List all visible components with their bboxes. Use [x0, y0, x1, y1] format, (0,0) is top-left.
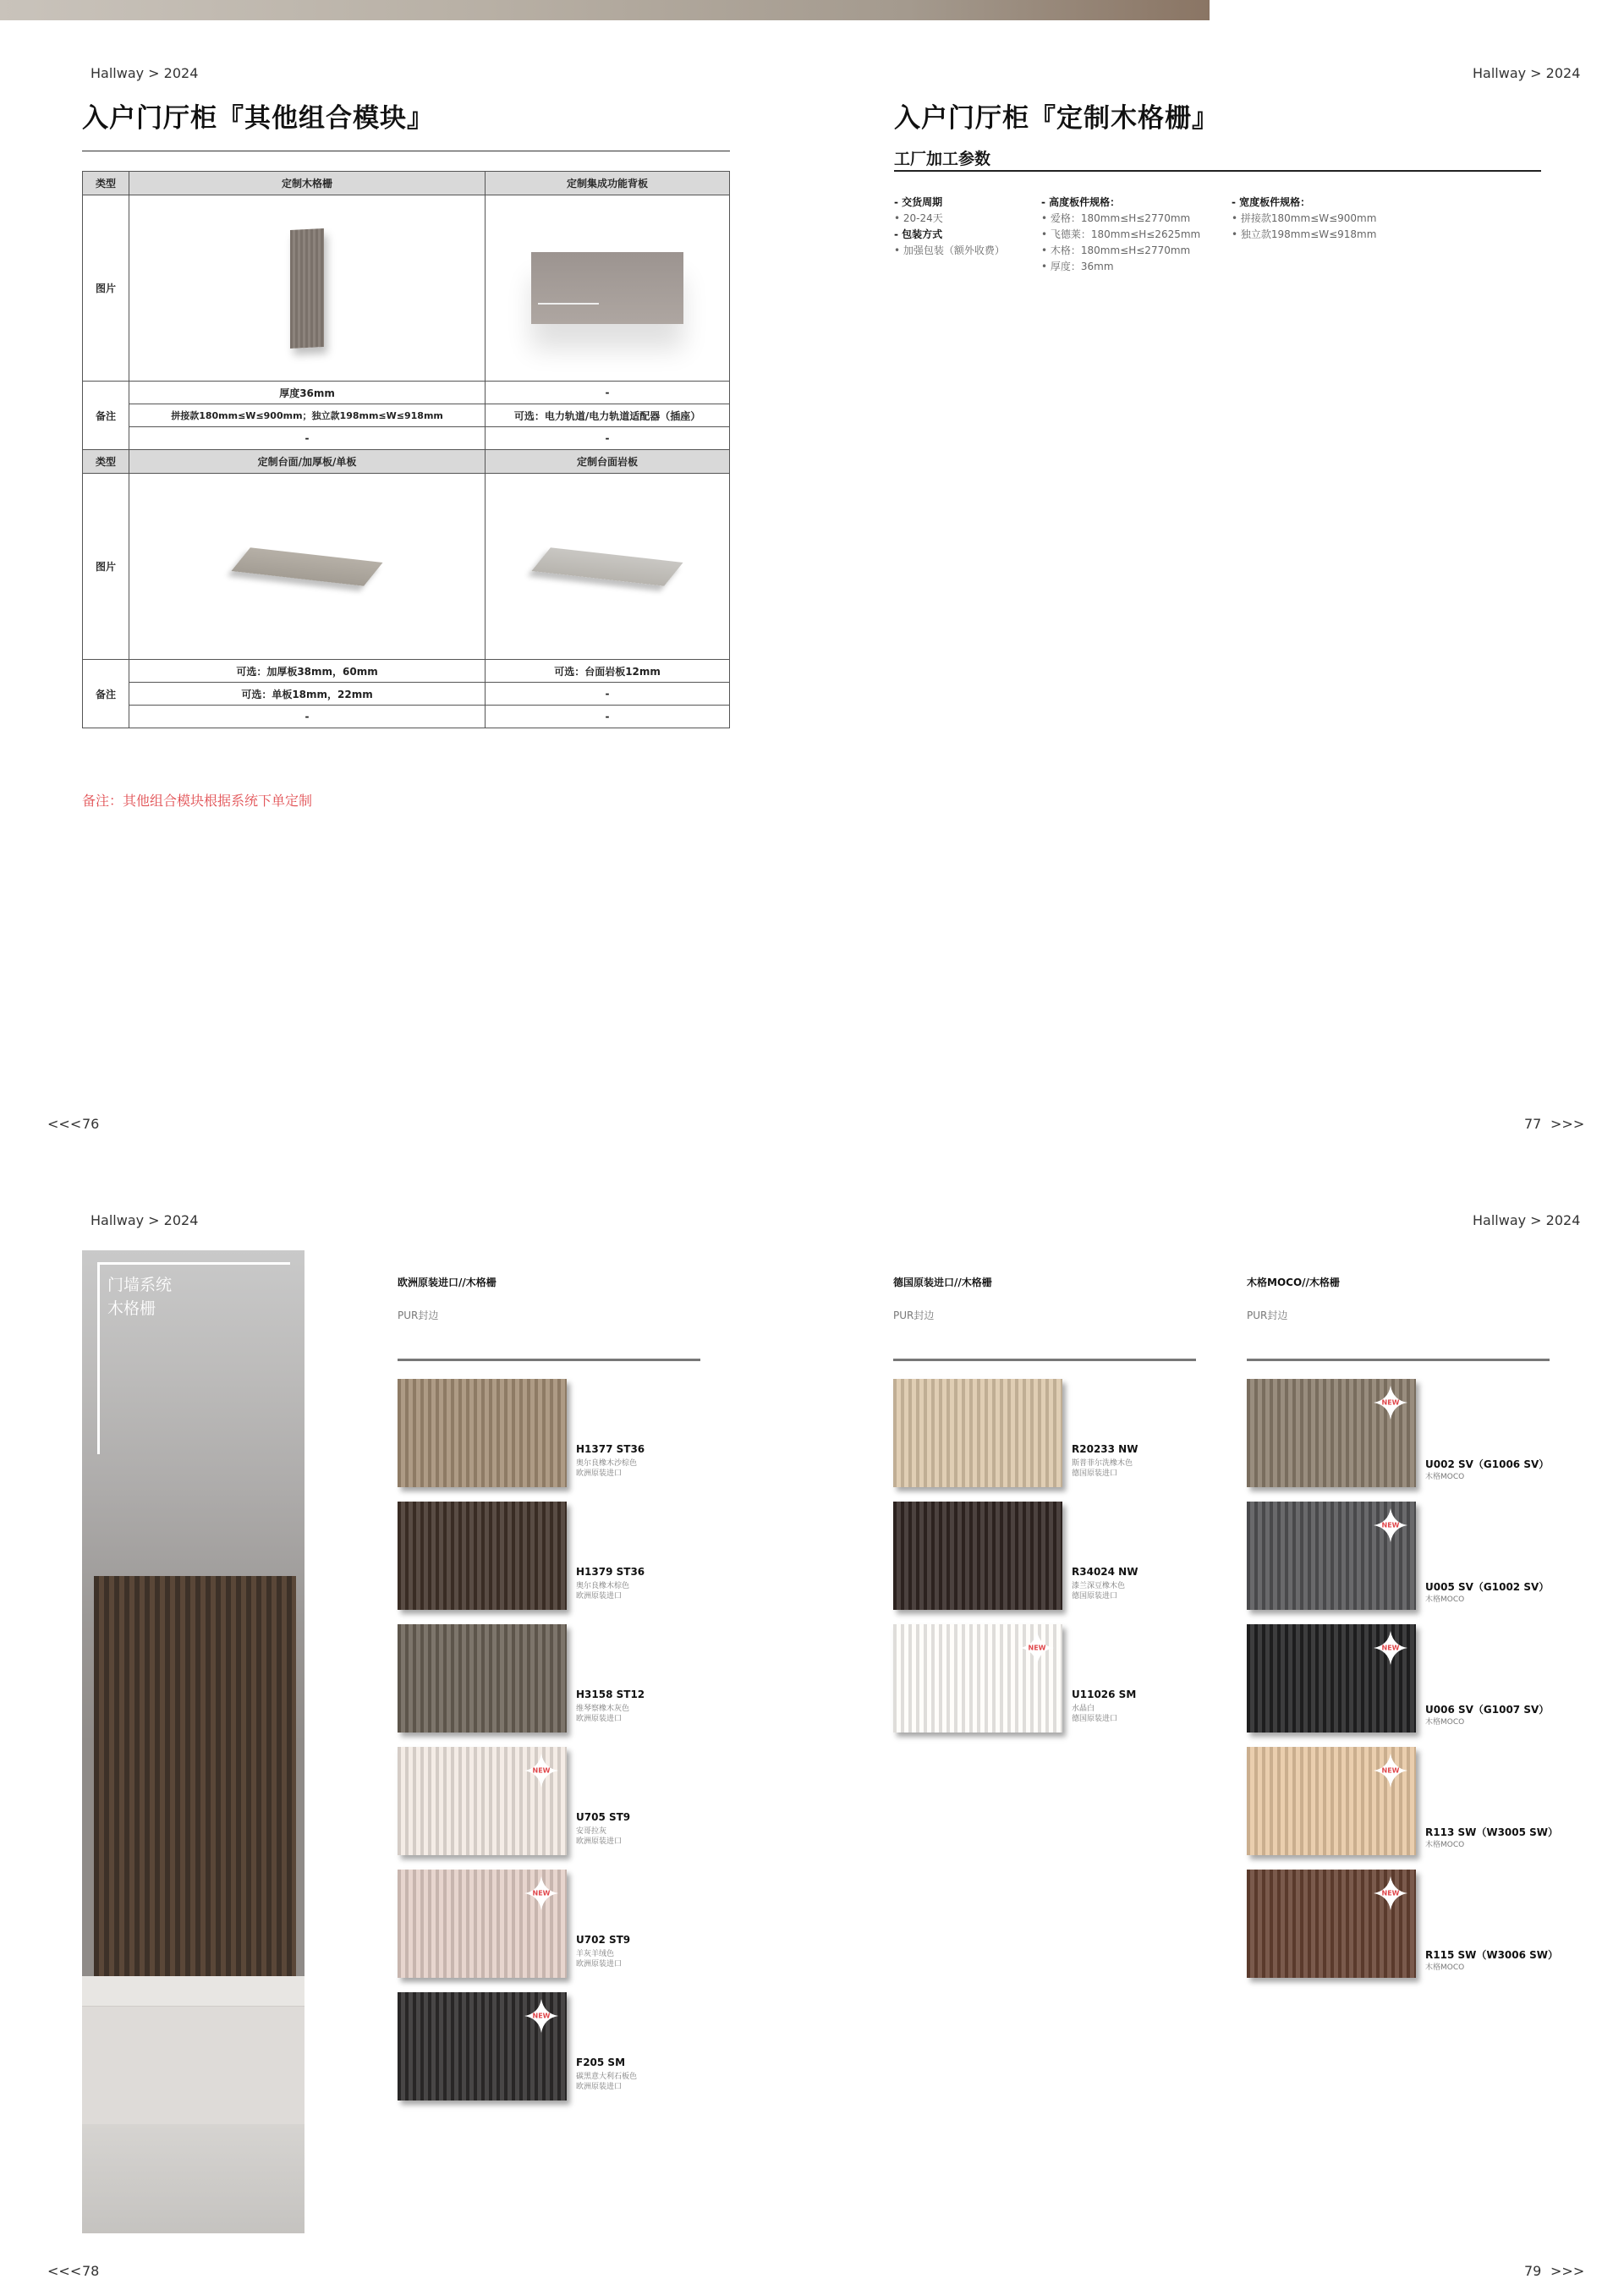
- material-name: [1425, 1717, 1464, 1727]
- image-label: 图片: [83, 474, 129, 660]
- type-header: 定制木格栅: [129, 172, 486, 195]
- material-swatch: [398, 1870, 567, 1978]
- material-name: [576, 1458, 637, 1479]
- material-swatch: [398, 1747, 567, 1855]
- material-origin: 德国原装进口: [1072, 1592, 1118, 1601]
- hallway-hero-photo: [82, 1250, 304, 2233]
- remark-cell: -: [129, 427, 486, 450]
- hero-caption-line1: 门墙系统: [107, 1276, 173, 1294]
- material-color-name: 木格MOCO: [1425, 1963, 1465, 1972]
- svg-text:NEW: NEW: [532, 1766, 551, 1775]
- type-label: 类型: [83, 172, 129, 195]
- material-code: H1379 ST36: [576, 1566, 645, 1578]
- new-badge-icon: [1374, 1876, 1407, 1910]
- material-color-name: 水晶白: [1072, 1705, 1095, 1713]
- param-heading: - 高度板件规格：: [1041, 196, 1121, 208]
- param-value: • 20-24天: [894, 212, 943, 224]
- remark-cell: -: [486, 706, 730, 728]
- material-origin: 欧洲原装进口: [576, 2083, 623, 2091]
- svg-text:NEW: NEW: [1381, 1889, 1400, 1897]
- new-badge-icon: [524, 1754, 558, 1788]
- new-badge-icon: [1374, 1754, 1407, 1788]
- remark-cell: -: [129, 706, 486, 728]
- new-badge-icon: [1374, 1508, 1407, 1542]
- material-name: [1072, 1581, 1125, 1601]
- column-rule: [893, 1359, 1196, 1361]
- next-page-link[interactable]: >>>: [1550, 1116, 1585, 1132]
- material-swatch: [398, 1502, 567, 1610]
- new-badge-icon: [1374, 1386, 1407, 1420]
- remark-cell: 可选：加厚板38mm，60mm: [129, 660, 486, 683]
- material-name: [576, 1949, 622, 1969]
- new-badge-icon: [1020, 1631, 1054, 1665]
- prev-page-link[interactable]: <<<: [47, 2263, 82, 2279]
- material-swatch: [1247, 1502, 1416, 1610]
- material-name: [1072, 1704, 1117, 1724]
- column-subtitle: PUR封边: [398, 1310, 439, 1321]
- material-name: [576, 1704, 629, 1724]
- column-title: 德国原装进口//木格栅: [893, 1277, 992, 1288]
- material-name: [1072, 1458, 1133, 1479]
- type-header: 定制集成功能背板: [486, 172, 730, 195]
- material-origin: 欧洲原装进口: [576, 1837, 623, 1846]
- material-color-name: 木格MOCO: [1425, 1473, 1465, 1481]
- type-label: 类型: [83, 450, 129, 474]
- section-subtitle: 工厂加工参数: [894, 150, 991, 168]
- material-color-name: 奥尔良橡木沙棕色: [576, 1459, 638, 1468]
- image-label: 图片: [83, 195, 129, 382]
- remark-label: 备注: [83, 382, 129, 450]
- material-code: H3158 ST12: [576, 1689, 645, 1700]
- material-name: [576, 2072, 637, 2092]
- material-origin: 德国原装进口: [1072, 1469, 1118, 1478]
- param-heading: - 宽度板件规格：: [1232, 196, 1311, 208]
- material-code: U705 ST9: [576, 1811, 631, 1823]
- page-number: 76: [82, 1116, 100, 1132]
- material-code: U11026 SM: [1072, 1689, 1137, 1700]
- column-title: 欧洲原装进口//木格栅: [398, 1277, 497, 1288]
- material-code: R115 SW（W3006 SW）: [1425, 1949, 1559, 1961]
- param-value: • 独立款198mm≤W≤918mm: [1232, 228, 1377, 240]
- material-color-name: 漆兰深豆橡木色: [1072, 1582, 1126, 1590]
- page-number: 79: [1524, 2263, 1542, 2279]
- remark-cell: -: [486, 382, 730, 404]
- material-code: U702 ST9: [576, 1934, 631, 1946]
- new-badge-icon: [1374, 1631, 1407, 1665]
- material-swatch: [398, 1624, 567, 1733]
- material-swatch: [1247, 1870, 1416, 1978]
- svg-text:NEW: NEW: [1381, 1644, 1400, 1652]
- page-number: 78: [82, 2263, 100, 2279]
- material-color-name: 木格MOCO: [1425, 1841, 1465, 1849]
- material-swatch: [1247, 1379, 1416, 1487]
- breadcrumb: Hallway > 2024: [91, 1212, 199, 1228]
- column-rule: [398, 1359, 700, 1361]
- breadcrumb: Hallway > 2024: [1473, 1212, 1581, 1228]
- param-value: • 厚度：36mm: [1041, 261, 1114, 272]
- rock-slab-image: [532, 547, 683, 586]
- hero-caption-line2: 木格栅: [107, 1299, 156, 1318]
- material-swatch: [398, 1992, 567, 2101]
- breadcrumb: Hallway > 2024: [91, 65, 199, 81]
- material-name: [1425, 1840, 1464, 1850]
- material-origin: 德国原装进口: [1072, 1715, 1118, 1723]
- material-code: R113 SW（W3005 SW）: [1425, 1826, 1559, 1838]
- material-code: U002 SV（G1006 SV）: [1425, 1458, 1550, 1470]
- material-color-name: 安哥拉灰: [576, 1827, 607, 1836]
- remark-cell: 可选：台面岩板12mm: [486, 660, 730, 683]
- delivery-params: [894, 195, 1005, 259]
- param-value: • 加强包装（额外收费）: [894, 244, 1005, 256]
- lower-cabinet: [82, 2006, 304, 2125]
- svg-text:NEW: NEW: [1381, 1521, 1400, 1529]
- bench-top: [82, 1976, 304, 2006]
- page-title: 入户门厅柜『定制木格栅』: [894, 103, 1219, 134]
- page-number: 77: [1524, 1116, 1542, 1132]
- width-params: [1232, 195, 1376, 243]
- material-swatch: [893, 1624, 1062, 1733]
- svg-text:NEW: NEW: [1381, 1398, 1400, 1407]
- material-swatch: [1247, 1624, 1416, 1733]
- material-color-name: 斯普菲尔洗橡木色: [1072, 1459, 1133, 1468]
- new-badge-icon: [524, 1876, 558, 1910]
- material-color-name: 维琴察橡木灰色: [576, 1705, 630, 1713]
- product-image-cell: [486, 474, 730, 660]
- svg-text:NEW: NEW: [532, 1889, 551, 1897]
- product-image-cell: [486, 195, 730, 382]
- material-color-name: 羊灰羊绒色: [576, 1950, 615, 1958]
- remark-label: 备注: [83, 660, 129, 728]
- module-spec-table: [82, 171, 730, 728]
- param-value: • 拼接款180mm≤W≤900mm: [1232, 212, 1377, 224]
- material-origin: 欧洲原装进口: [576, 1715, 623, 1723]
- material-swatch: [893, 1379, 1062, 1487]
- material-color-name: 木格MOCO: [1425, 1595, 1465, 1604]
- floor: [82, 2124, 304, 2233]
- material-name: [576, 1581, 629, 1601]
- material-origin: 欧洲原装进口: [576, 1469, 623, 1478]
- top-photo-strip: [0, 0, 1210, 20]
- new-badge-icon: [524, 1999, 558, 2033]
- svg-text:NEW: NEW: [1028, 1644, 1046, 1652]
- function-backboard-image: [531, 252, 683, 324]
- subtitle-rule: [894, 170, 1541, 172]
- wood-slat-wall: [94, 1576, 296, 1978]
- param-heading: - 交货周期: [894, 196, 943, 208]
- material-code: H1377 ST36: [576, 1443, 645, 1455]
- param-value: • 爱格：180mm≤H≤2770mm: [1041, 212, 1191, 224]
- svg-text:NEW: NEW: [532, 2012, 551, 2020]
- material-swatch: [893, 1502, 1062, 1610]
- material-origin: 欧洲原装进口: [576, 1960, 623, 1969]
- material-name: [1425, 1595, 1464, 1605]
- remark-cell: 厚度36mm: [129, 382, 486, 404]
- countertop-image: [232, 547, 383, 586]
- remark-cell: 拼接款180mm≤W≤900mm；独立款198mm≤W≤918mm: [129, 404, 486, 427]
- material-code: F205 SM: [576, 2057, 626, 2068]
- column-title: 木格MOCO//木格栅: [1247, 1277, 1340, 1288]
- prev-page-link[interactable]: <<<: [47, 1116, 82, 1132]
- type-header: 定制台面/加厚板/单板: [129, 450, 486, 474]
- material-code: U005 SV（G1002 SV）: [1425, 1581, 1550, 1593]
- material-color-name: 木格MOCO: [1425, 1718, 1465, 1727]
- material-name: [1425, 1963, 1464, 1973]
- height-params: [1041, 195, 1200, 275]
- svg-text:NEW: NEW: [1381, 1766, 1400, 1775]
- remark-cell: -: [486, 683, 730, 706]
- column-subtitle: PUR封边: [893, 1310, 935, 1321]
- product-image-cell: [129, 195, 486, 382]
- material-code: R20233 NW: [1072, 1443, 1138, 1455]
- param-heading: - 包装方式: [894, 228, 943, 240]
- material-swatch: [1247, 1747, 1416, 1855]
- column-subtitle: PUR封边: [1247, 1310, 1288, 1321]
- remark-cell: 可选：电力轨道/电力轨道适配器（插座）: [486, 404, 730, 427]
- param-value: • 飞德莱：180mm≤H≤2625mm: [1041, 228, 1201, 240]
- order-note: 备注：其他组合模块根据系统下单定制: [82, 793, 313, 809]
- material-code: U006 SV（G1007 SV）: [1425, 1704, 1550, 1716]
- material-swatch: [398, 1379, 567, 1487]
- material-code: R34024 NW: [1072, 1566, 1138, 1578]
- material-name: [1425, 1472, 1464, 1482]
- breadcrumb: Hallway > 2024: [1473, 65, 1581, 81]
- material-name: [576, 1826, 622, 1847]
- column-rule: [1247, 1359, 1550, 1361]
- material-origin: 欧洲原装进口: [576, 1592, 623, 1601]
- material-color-name: 奥尔良橡木棕色: [576, 1582, 630, 1590]
- next-page-link[interactable]: >>>: [1550, 2263, 1585, 2279]
- material-color-name: 碳黑意大利石板色: [576, 2073, 638, 2081]
- remark-cell: -: [486, 427, 730, 450]
- page-title: 入户门厅柜『其他组合模块』: [82, 103, 434, 134]
- param-value: • 木格：180mm≤H≤2770mm: [1041, 244, 1191, 256]
- remark-cell: 可选：单板18mm，22mm: [129, 683, 486, 706]
- wood-grille-image: [290, 228, 324, 348]
- type-header: 定制台面岩板: [486, 450, 730, 474]
- product-image-cell: [129, 474, 486, 660]
